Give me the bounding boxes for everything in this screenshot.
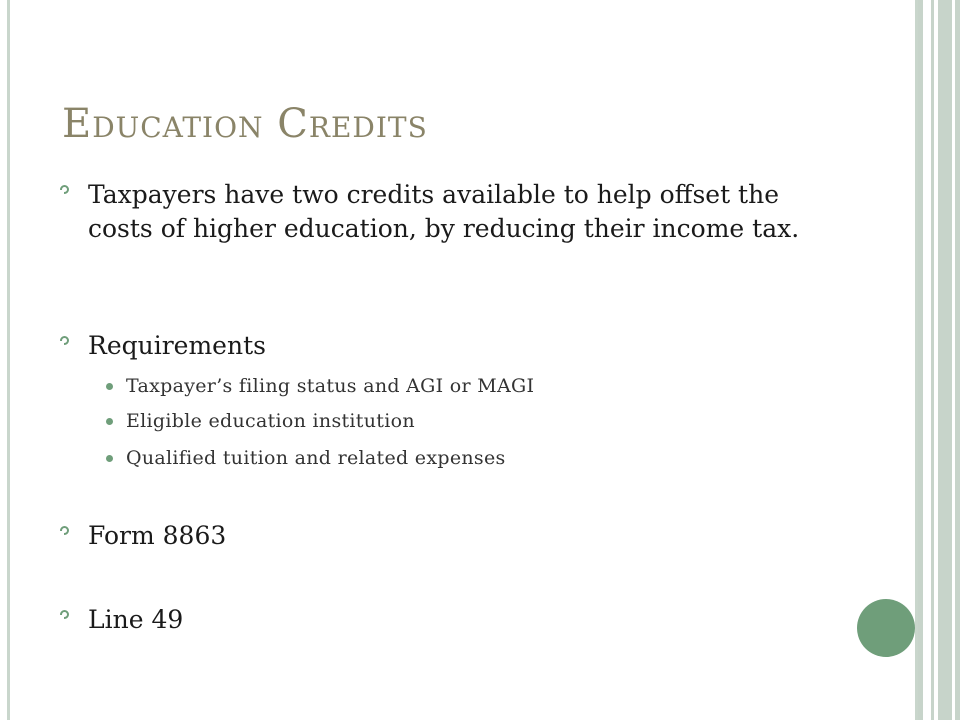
bullet-text: Form 8863 [88,521,227,550]
bullet-text: Taxpayers have two credits available to help offset the costs of higher education, by reducing their income tax. [88,180,800,243]
sub-bullet-text: Taxpayer’s filing status and AGI or MAGI [126,375,535,397]
bullet-text: Requirements [88,331,266,360]
bullet-ring-icon [60,526,69,535]
decorative-stripe [955,0,960,720]
bullet-dot-icon [106,455,113,462]
bullet-dot-icon [106,418,113,425]
decorative-stripe [938,0,952,720]
sub-bullet-text: Qualified tuition and related expenses [126,447,506,469]
decorative-circle [857,599,915,657]
bullet-ring-icon [60,185,69,194]
bullet-dot-icon [106,383,113,390]
decorative-stripe [923,0,931,720]
slide-title: Education Credits [62,101,428,147]
bullet-text: Line 49 [88,605,184,634]
bullet-ring-icon [60,336,69,345]
sub-bullet-text: Eligible education institution [126,410,415,432]
bullet-ring-icon [60,610,69,619]
